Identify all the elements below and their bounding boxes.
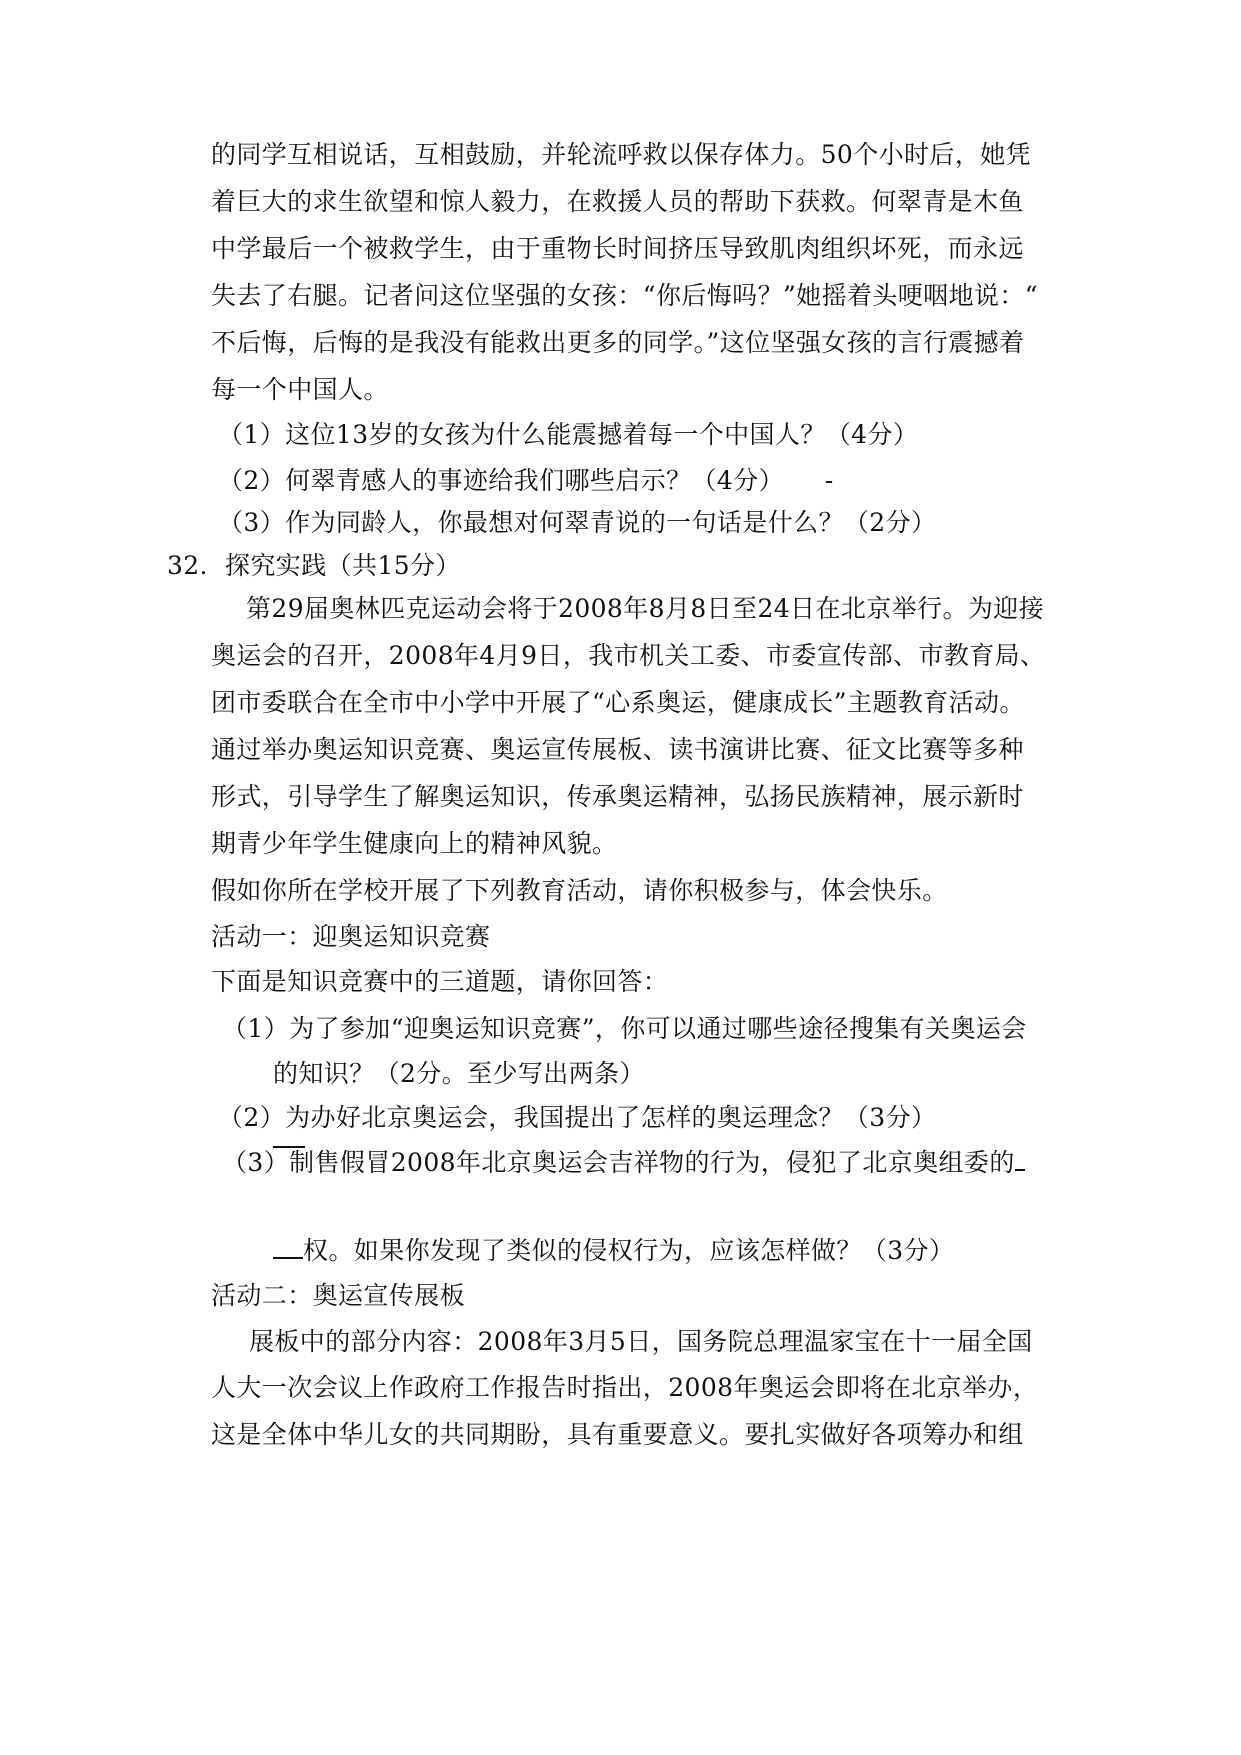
activity1-q3-line2 <box>273 1234 954 1268</box>
q32-intro-line-1: 第29届奥林匹克运动会将于2008年8月8日至24日在北京举行。为迎接 <box>246 594 1045 623</box>
activity2-text-line3: 这是全体中华儿女的共同期盼，具有重要意义。要扎实做好各项筹办和组 <box>211 1420 1024 1449</box>
story-line-3: 中学最后一个被救学生，由于重物长时间挤压导致肌肉组织坏死，而永远 <box>211 234 1024 263</box>
q32-heading: 32．探究实践（共15分） <box>167 551 461 580</box>
activity1-q1-line2: 的知识？（2分。至少写出两条） <box>273 1059 645 1088</box>
q31-sub2 <box>218 464 834 498</box>
activity1-q1-line1: （1）为了参加“迎奥运知识竞赛”，你可以通过哪些途径搜集有关奥运会 <box>222 1014 1027 1043</box>
q32-intro-line-6: 期青少年学生健康向上的精神风貌。 <box>211 829 618 858</box>
q32-intro-line-3: 团市委联合在全市中小学中开展了“心系奥运，健康成长”主题教育活动。 <box>211 688 1025 717</box>
q31-sub2-text: （2）何翠青感人的事迹给我们哪些启示？（4分） <box>218 466 785 495</box>
story-line-2: 着巨大的求生欲望和惊人毅力，在救援人员的帮助下获救。何翠青是木鱼 <box>211 187 1024 216</box>
activity1-title: 活动一：迎奥运知识竞赛 <box>211 922 491 951</box>
activity2-title: 活动二：奥运宣传展板 <box>211 1281 466 1310</box>
story-line-6: 每一个中国人。 <box>211 375 389 404</box>
activity1-lead: 下面是知识竞赛中的三道题，请你回答： <box>211 967 669 996</box>
activity1-q3-text: （3）制售假冒2008年北京奥运会吉祥物的行为，侵犯了北京奥组委的 <box>222 1148 1015 1177</box>
activity1-q3-line2-text: 权。如果你发现了类似的侵权行为，应该怎样做？（3分） <box>303 1236 955 1265</box>
q31-sub2-mark: - <box>824 466 834 495</box>
answer-blank-continued[interactable] <box>273 1146 305 1148</box>
activity1-q3-line1 <box>222 1146 1025 1180</box>
answer-blank-2[interactable] <box>273 1235 303 1259</box>
q32-prompt: 假如你所在学校开展了下列教育活动，请你积极参与，体会快乐。 <box>211 876 948 905</box>
activity2-text-line1: 展板中的部分内容：2008年3月5日，国务院总理温家宝在十一届全国 <box>249 1327 1033 1356</box>
answer-blank[interactable] <box>1015 1147 1025 1171</box>
activity1-q2: （2）为办好北京奥运会，我国提出了怎样的奥运理念？（3分） <box>218 1103 937 1132</box>
q31-sub1: （1）这位13岁的女孩为什么能震撼着每一个中国人？（4分） <box>218 420 919 449</box>
activity2-text-line2: 人大一次会议上作政府工作报告时指出，2008年奥运会即将在北京举办， <box>211 1373 1039 1402</box>
q32-intro-line-5: 形式，引导学生了解奥运知识，传承奥运精神，弘扬民族精神，展示新时 <box>211 782 1024 811</box>
story-line-4: 失去了右腿。记者问这位坚强的女孩：“你后悔吗？”她摇着头哽咽地说：“ <box>211 281 1038 310</box>
story-line-5: 不后悔，后悔的是我没有能救出更多的同学。”这位坚强女孩的言行震撼着 <box>211 328 1025 357</box>
q32-intro-line-4: 通过举办奥运知识竞赛、奥运宣传展板、读书演讲比赛、征文比赛等多种 <box>211 735 1024 764</box>
q31-sub3: （3）作为同龄人，你最想对何翠青说的一句话是什么？（2分） <box>218 508 937 537</box>
q32-intro-line-2: 奥运会的召开，2008年4月9日，我市机关工委、市委宣传部、市教育局、 <box>211 641 1046 670</box>
story-line-1: 的同学互相说话，互相鼓励，并轮流呼救以保存体力。50个小时后，她凭 <box>211 140 1032 169</box>
